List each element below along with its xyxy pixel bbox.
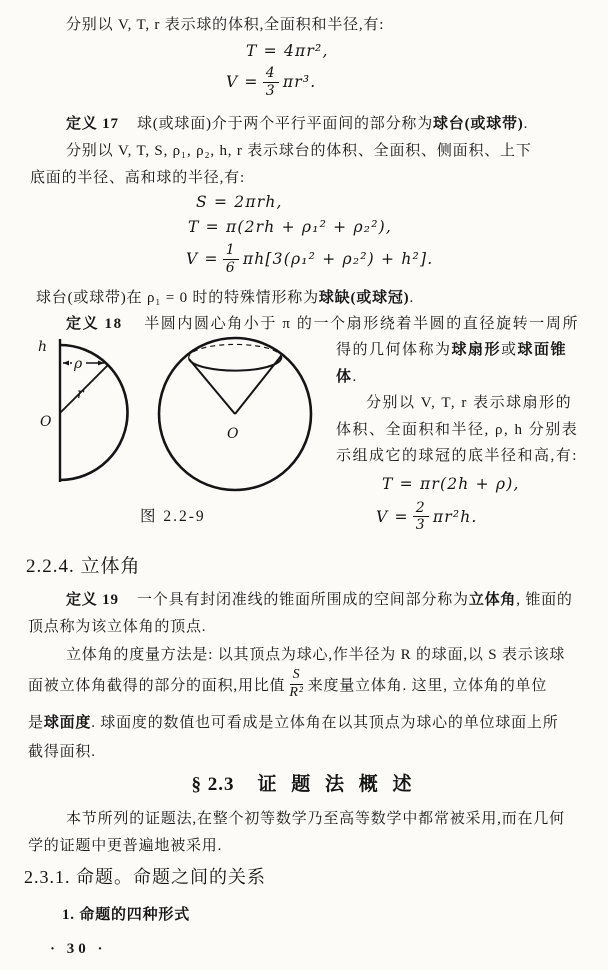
formula-rhs: πh[3(ρ₁² + ρ₂²) + h²].	[242, 250, 434, 269]
formula-zone-volume	[186, 243, 433, 275]
formula-sphere-volume	[226, 66, 316, 98]
definition-19-line2-text: 顶点称为该立体角的顶点.	[28, 619, 207, 635]
formula-sphere-surface-text: T = 4πr²,	[246, 42, 329, 60]
semicircle-sector-diagram	[60, 339, 128, 482]
measure-line3-pre: 是	[28, 715, 44, 731]
definition-17-line3	[30, 167, 245, 189]
measure-line1-text: 立体角的度量方法是: 以其顶点为球心,作半径为 R 的球面,以 S 表示该球	[66, 647, 566, 663]
formula-zone-lateral	[196, 193, 283, 211]
formula-lhs: V =	[376, 507, 409, 526]
label-o-left: O	[40, 414, 52, 430]
rc3-text: 分别以 V, T, r 表示球扇形的	[366, 395, 573, 411]
rc1-term1: 球扇形	[451, 342, 502, 358]
measure-line3-term: 球面度	[43, 715, 92, 731]
note-post: .	[409, 290, 415, 306]
section-2-3-number: § 2.3	[191, 774, 235, 795]
rc2-post: .	[352, 368, 358, 385]
sphere-cone-diagram	[159, 338, 311, 490]
definition-18-label: 定义 18	[66, 316, 123, 332]
measure-line3-post: . 球面度的数值也可看成是立体角在以其顶点为球心的单位球面上所	[91, 715, 559, 731]
definition-18-line1	[30, 313, 579, 335]
fraction-numerator: 1	[223, 243, 239, 260]
definition-17-label: 定义 17	[66, 116, 119, 132]
formula-zone-surface-text: T = π(2rh + ρ₁² + ρ₂²),	[188, 218, 393, 236]
rc1-pre: 得的几何体称为	[336, 342, 452, 358]
sphere-intro-text: 分别以 V, T, r 表示球的体积,全面积和半径,有:	[66, 17, 385, 33]
section-2-3-1-heading-text: 2.3.1. 命题。命题之间的关系	[24, 867, 266, 887]
rc4-text: 体积、全面积和半径, ρ, h 分别表	[336, 421, 579, 438]
formula-sector-volume	[336, 501, 596, 533]
label-o-right: O	[227, 426, 239, 442]
measure-line3	[28, 712, 559, 734]
measure-line1	[30, 644, 565, 666]
section-2-3-paragraph-line2	[28, 835, 222, 857]
definition-19-line2	[28, 616, 206, 638]
rc5-text: 示组成它的球冠的底半径和高,有:	[336, 448, 578, 464]
fraction-numerator: 4	[263, 66, 279, 83]
definition-17-line3-text: 底面的半径、高和球的半径,有:	[30, 170, 245, 186]
definition-19-pre: 一个具有封闭准线的锥面所围成的空间部分称为	[137, 592, 469, 608]
page-number-text: · 30 ·	[50, 941, 107, 957]
measure-line2-pre: 面被立体角截得的部分的面积,用比值	[28, 677, 286, 694]
spherical-cap-note	[36, 287, 414, 309]
measure-line4	[28, 741, 96, 763]
formula-lhs: V =	[186, 250, 219, 269]
section-2-3-paragraph-line1-text: 本节所列的证题法,在整个初等数学乃至高等数学中都常被采用,而在几何	[66, 811, 565, 827]
label-r: r	[77, 386, 84, 402]
fraction-denominator: R²	[289, 684, 304, 700]
fraction-denominator: 6	[225, 259, 236, 276]
fraction	[223, 243, 239, 275]
section-2-3-paragraph-line1	[30, 808, 565, 830]
definition-17-pre: 球(或球面)介于两个平行平面间的部分称为	[137, 116, 433, 132]
definition-19-label: 定义 19	[66, 592, 119, 608]
definition-19-post: , 锥面的	[516, 592, 573, 608]
fraction-denominator: 3	[415, 517, 426, 534]
label-rho: ρ	[74, 356, 83, 372]
note-pre: 球台(或球带)在 ρ₁ = 0 时的特殊情形称为	[36, 290, 319, 306]
subsection-1-heading-text: 1. 命题的四种形式	[62, 907, 191, 923]
subsection-1-heading	[62, 904, 190, 926]
figure-caption	[140, 504, 206, 526]
figure-2-2-9-drawing	[28, 334, 340, 500]
definition-19-line1	[30, 589, 573, 611]
note-term: 球缺(或球冠)	[318, 290, 410, 306]
definition-17-line2	[30, 140, 532, 162]
page-number	[50, 941, 107, 958]
rc-line4	[336, 417, 596, 444]
fraction	[413, 501, 429, 533]
fraction	[263, 66, 279, 98]
rc-line2	[336, 364, 596, 391]
definition-18-right-column	[336, 337, 596, 533]
formula-zone-lateral-text: S = 2πrh,	[196, 193, 283, 211]
formula-sector-surface	[336, 475, 596, 493]
fraction-numerator: S	[290, 668, 304, 685]
definition-19-term: 立体角	[468, 592, 517, 608]
formula-sector-surface-text: T = πr(2h + ρ),	[382, 474, 520, 493]
definition-18-line1-text: 半圆内圆心角小于 π 的一个扇形绕着半圆的直径旋转一周所	[144, 316, 580, 332]
section-2-3-1-heading	[24, 863, 266, 889]
rc1-term2: 球面锥	[517, 342, 568, 358]
rc2-term: 体	[336, 368, 353, 385]
figure-2-2-9	[28, 334, 340, 530]
definition-17-line2-text: 分别以 V, T, S, ρ₁, ρ₂, h, r 表示球台的体积、全面积、侧面积、上下	[66, 143, 532, 159]
measure-line2	[28, 668, 547, 700]
section-2-2-4-heading-text: 2.2.4. 立体角	[26, 556, 141, 577]
section-2-2-4-heading	[26, 551, 141, 578]
label-h: h	[38, 339, 48, 355]
rc-line5	[336, 443, 596, 470]
formula-lhs: V =	[226, 73, 259, 92]
figure-caption-text: 图 2.2-9	[140, 508, 206, 525]
definition-17-post: .	[523, 116, 529, 132]
section-2-3-heading	[0, 769, 608, 796]
fraction	[289, 668, 303, 700]
section-2-3-title: 证 题 法 概 述	[257, 774, 417, 795]
formula-sphere-surface	[246, 42, 329, 60]
formula-rhs: πr²h.	[432, 507, 478, 526]
measure-line2-post: 来度量立体角. 这里, 立体角的单位	[307, 677, 548, 694]
rc-line3	[336, 390, 596, 417]
formula-rhs: πr³.	[282, 73, 317, 92]
section-2-3-paragraph-line2-text: 学的证题中更普遍地被采用.	[28, 838, 223, 854]
fraction-denominator: 3	[265, 82, 276, 99]
rc1-mid: 或	[501, 342, 518, 358]
formula-zone-surface	[188, 218, 392, 236]
measure-line4-text: 截得面积.	[28, 744, 96, 760]
definition-17-line1	[30, 113, 528, 135]
rc-line1	[336, 337, 596, 364]
definition-17-term: 球台(或球带)	[433, 116, 524, 132]
fraction-numerator: 2	[413, 501, 429, 518]
sphere-intro-paragraph	[30, 14, 384, 36]
